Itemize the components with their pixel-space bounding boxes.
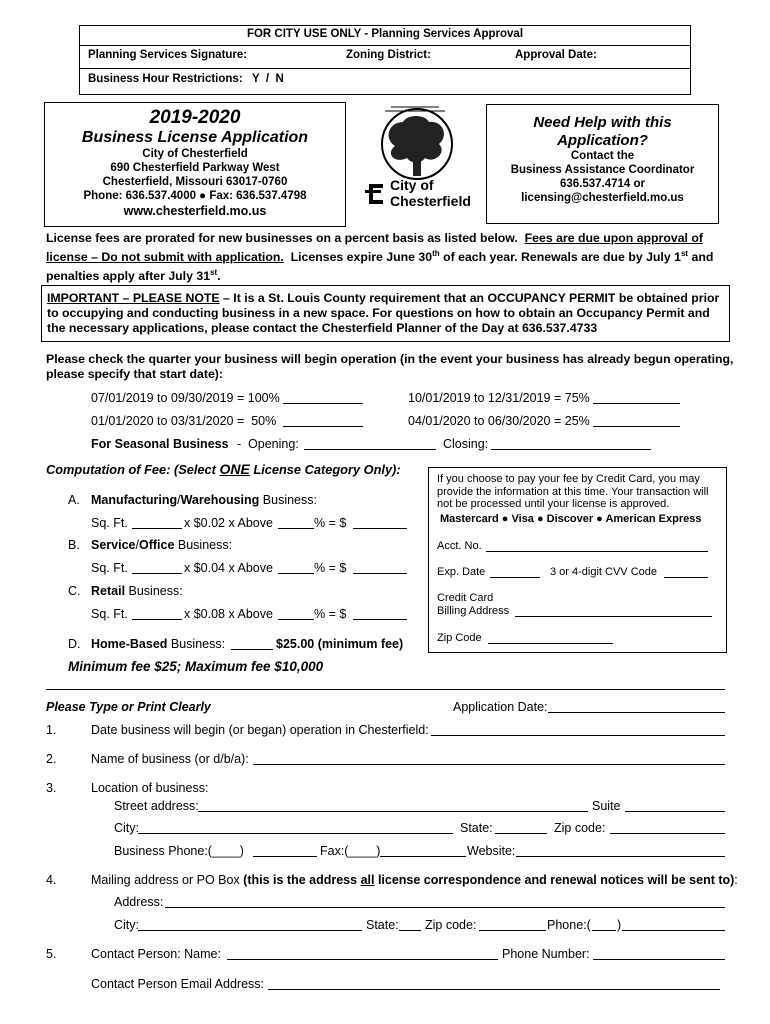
q4-label-all: all bbox=[360, 873, 375, 887]
street-label: Street address: bbox=[114, 799, 199, 813]
notice-c-sup: th bbox=[432, 249, 440, 258]
important-body: – It is a St. Louis County requirement that an OCCUPANCY PERMIT be obtained prior to occupying and conducting business in a new space. For questions on how to obtain an Occupancy Permit and the necessary applications, please contact the Chesterfield Planner of the Day at 636.537.4733 bbox=[47, 291, 720, 335]
closing-blank[interactable] bbox=[491, 449, 651, 450]
important-text bbox=[47, 291, 725, 336]
fee-b-total-blank[interactable] bbox=[353, 573, 407, 574]
quarter-intro: Please check the quarter your business will begin operation (in the event your business has already begun operating, please specify that start date): bbox=[46, 352, 734, 381]
signature-label: Planning Services Signature: bbox=[88, 49, 248, 61]
help-heading1: Need Help with this bbox=[533, 114, 672, 131]
contact-name-input[interactable] bbox=[227, 959, 498, 960]
q3-number: 3. bbox=[46, 781, 57, 795]
title-phone: Phone: 636.537.4000 ● Fax: 636.537.4798 bbox=[83, 190, 307, 202]
contact-name-label: Contact Person: Name: bbox=[91, 947, 221, 961]
business-phone-label: Business Phone:(____) bbox=[114, 844, 244, 858]
website-label: Website: bbox=[467, 844, 516, 858]
card-billing-label2: Billing Address bbox=[437, 605, 510, 617]
q2-blank[interactable] bbox=[593, 403, 680, 404]
suite-input[interactable] bbox=[625, 811, 725, 812]
city-use-divider-2 bbox=[80, 68, 690, 69]
card-exp-input[interactable] bbox=[490, 577, 540, 578]
notice-c: Licenses expire June 30 bbox=[283, 250, 433, 265]
fee-c-name: Retail bbox=[91, 584, 126, 598]
quarter-q4: 04/01/2020 to 06/30/2020 = 25% bbox=[408, 414, 590, 428]
card-billing-label1: Credit Card bbox=[437, 592, 494, 604]
fee-d-suffix: Business: bbox=[167, 637, 226, 651]
zoning-label: Zoning District: bbox=[346, 49, 431, 61]
application-date-input[interactable] bbox=[548, 712, 725, 713]
contact-email-label: Contact Person Email Address: bbox=[91, 977, 264, 991]
card-exp-label: Exp. Date bbox=[437, 566, 486, 578]
mailing-state-label: State: bbox=[366, 918, 399, 932]
fee-a-eq: % = $ bbox=[314, 516, 347, 530]
fee-a-rate: x $0.02 x Above bbox=[184, 516, 273, 530]
help-line4: licensing@chesterfield.mo.us bbox=[521, 192, 684, 204]
notice-f: . bbox=[217, 269, 221, 284]
state-input[interactable] bbox=[495, 833, 547, 834]
fee-b-sqft: Sq. Ft. bbox=[91, 561, 128, 575]
q5-number: 5. bbox=[46, 947, 57, 961]
q4-number: 4. bbox=[46, 873, 57, 887]
opening-label: - Opening: bbox=[230, 437, 299, 451]
q2-label: Name of business (or d/b/a): bbox=[91, 752, 249, 766]
card-brands: Mastercard ● Visa ● Discover ● American Express bbox=[440, 513, 702, 525]
card-cvv-input[interactable] bbox=[664, 577, 708, 578]
fee-b-name: Service bbox=[91, 538, 136, 552]
q1-label: Date business will begin (or began) operation in Chesterfield: bbox=[91, 723, 429, 737]
fax-label: Fax:(____) bbox=[320, 844, 381, 858]
title-name: Business License Application bbox=[81, 129, 309, 146]
logo-line1: City of bbox=[390, 177, 434, 193]
fee-c-rate: x $0.08 x Above bbox=[184, 607, 273, 621]
fee-a-label bbox=[91, 493, 317, 507]
mailing-city-label: City: bbox=[114, 918, 139, 932]
opening-blank[interactable] bbox=[304, 449, 436, 450]
business-phone-input[interactable] bbox=[253, 856, 317, 857]
street-input[interactable] bbox=[198, 811, 588, 812]
fee-a-sqft-blank[interactable] bbox=[132, 528, 182, 529]
fee-c-label bbox=[91, 584, 183, 598]
approval-label: Approval Date: bbox=[515, 49, 597, 61]
title-city: City of Chesterfield bbox=[142, 148, 248, 160]
q2-number: 2. bbox=[46, 752, 57, 766]
q4-label-a: Mailing address or PO Box bbox=[91, 873, 244, 887]
notice-e: and penalties apply after July 31 bbox=[46, 250, 714, 284]
mailing-address-label: Address: bbox=[114, 895, 164, 909]
notice-e-sup: st bbox=[210, 268, 218, 278]
card-zip-label: Zip Code bbox=[437, 632, 482, 644]
form-heading: Please Type or Print Clearly bbox=[46, 700, 211, 714]
notice-d-sup: st bbox=[680, 249, 689, 258]
fax-input[interactable] bbox=[380, 856, 466, 857]
quarter-q1: 07/01/2019 to 09/30/2019 = 100% bbox=[91, 391, 280, 405]
fee-b-rate: x $0.04 x Above bbox=[184, 561, 273, 575]
zip-label: Zip code: bbox=[554, 821, 606, 835]
fee-c-eq: % = $ bbox=[314, 607, 347, 621]
important-label: IMPORTANT – PLEASE NOTE bbox=[47, 291, 220, 305]
help-heading2: Application? bbox=[557, 132, 648, 149]
q1-number: 1. bbox=[46, 723, 57, 737]
application-date-label: Application Date: bbox=[453, 700, 548, 714]
fee-heading bbox=[46, 461, 401, 477]
q3-blank[interactable] bbox=[283, 426, 363, 427]
contact-email-input[interactable] bbox=[268, 989, 720, 990]
q4-label-c: license correspondence and renewal notices will be sent to) bbox=[374, 873, 735, 887]
title-address1: 690 Chesterfield Parkway West bbox=[110, 162, 280, 174]
mailing-zip-label: Zip code: bbox=[425, 918, 477, 932]
closing-label: Closing: bbox=[443, 437, 489, 451]
title-web: www.chesterfield.mo.us bbox=[123, 204, 267, 218]
fee-a-name2: Warehousing bbox=[180, 493, 260, 507]
fee-d-blank[interactable] bbox=[231, 649, 273, 650]
q1-blank[interactable] bbox=[283, 403, 363, 404]
hours-label: Business Hour Restrictions: Y / N bbox=[88, 73, 284, 85]
mailing-phone-close: ) bbox=[617, 918, 622, 932]
help-line2: Business Assistance Coordinator bbox=[510, 164, 695, 176]
mailing-city-input[interactable] bbox=[138, 930, 362, 931]
fee-d-letter: D. bbox=[68, 637, 81, 651]
notice-a: License fees are prorated for new businesses on a percent basis as listed below. bbox=[46, 231, 525, 245]
q4-label bbox=[91, 873, 738, 887]
fee-a-slash: / bbox=[177, 493, 181, 507]
fee-b-eq: % = $ bbox=[314, 561, 347, 575]
fee-heading-a: Computation of Fee: (Select bbox=[46, 462, 220, 477]
logo-line2: Chesterfield bbox=[390, 193, 471, 209]
mailing-phone-area[interactable] bbox=[592, 930, 616, 931]
notice-b: Fees are due upon approval of license – Do not submit with application. bbox=[46, 231, 703, 265]
fee-b-sqft-blank[interactable] bbox=[132, 573, 182, 574]
mailing-phone-label: Phone:( bbox=[547, 918, 591, 932]
city-use-divider bbox=[80, 45, 690, 46]
state-label: State: bbox=[460, 821, 493, 835]
fee-heading-one: ONE bbox=[219, 461, 250, 477]
contact-phone-input[interactable] bbox=[593, 959, 725, 960]
fee-minmax: Minimum fee $25; Maximum fee $10,000 bbox=[68, 659, 324, 674]
city-use-header: FOR CITY USE ONLY - Planning Services Approval bbox=[246, 28, 524, 40]
q3-label: Location of business: bbox=[91, 781, 209, 795]
quarter-q3: 01/01/2020 to 03/31/2020 = 50% bbox=[91, 414, 277, 428]
fee-c-sqft-blank[interactable] bbox=[132, 619, 182, 620]
help-line3: 636.537.4714 or bbox=[559, 178, 646, 190]
card-zip-input[interactable] bbox=[488, 643, 613, 644]
fee-d-label bbox=[91, 637, 225, 651]
mailing-state-input[interactable] bbox=[399, 930, 421, 931]
fee-d-amount: $25.00 (minimum fee) bbox=[276, 637, 404, 651]
title-address2: Chesterfield, Missouri 63017-0760 bbox=[102, 176, 288, 188]
start-date-input[interactable] bbox=[431, 735, 725, 736]
fee-c-total-blank[interactable] bbox=[353, 619, 407, 620]
q4-label-b: (this is the address bbox=[243, 873, 361, 887]
help-line1: Contact the bbox=[570, 150, 635, 162]
q4-label-d: : bbox=[734, 873, 738, 887]
fee-a-pct-blank[interactable] bbox=[278, 528, 314, 529]
fee-a-name: Manufacturing bbox=[91, 493, 178, 507]
card-acct-label: Acct. No. bbox=[437, 540, 482, 552]
mailing-phone-input[interactable] bbox=[622, 930, 725, 931]
zip-input[interactable] bbox=[610, 833, 725, 834]
notice-d: of each year. Renewals are due by July 1 bbox=[439, 250, 681, 265]
fee-c-suffix: Business: bbox=[125, 584, 183, 598]
fee-c-sqft: Sq. Ft. bbox=[91, 607, 128, 621]
fee-c-letter: C. bbox=[68, 584, 81, 598]
fee-a-sqft: Sq. Ft. bbox=[91, 516, 128, 530]
card-billing-input[interactable] bbox=[515, 616, 712, 617]
fee-b-label bbox=[91, 538, 232, 552]
fee-b-suffix: Business: bbox=[174, 538, 233, 552]
fee-c-pct-blank[interactable] bbox=[278, 619, 314, 620]
city-label: City: bbox=[114, 821, 139, 835]
city-input[interactable] bbox=[138, 833, 453, 834]
fee-notice bbox=[46, 231, 730, 284]
website-input[interactable] bbox=[516, 856, 725, 857]
mailing-zip-input[interactable] bbox=[479, 930, 546, 931]
fee-b-slash: / bbox=[135, 538, 139, 552]
card-intro: If you choose to pay your fee by Credit Card, you may provide the information at this time. Your transaction will not be processed until your license is approved. bbox=[437, 473, 709, 510]
fee-d-name: Home-Based bbox=[91, 637, 168, 651]
quarter-q2: 10/01/2019 to 12/31/2019 = 75% bbox=[408, 391, 590, 405]
fee-b-name2: Office bbox=[138, 538, 175, 552]
fee-b-pct-blank[interactable] bbox=[278, 573, 314, 574]
fee-a-total-blank[interactable] bbox=[353, 528, 407, 529]
fee-a-letter: A. bbox=[68, 493, 80, 507]
suite-label: Suite bbox=[592, 799, 621, 813]
fee-a-suffix: Business: bbox=[259, 493, 317, 507]
contact-phone-label: Phone Number: bbox=[502, 947, 590, 961]
q4-blank[interactable] bbox=[593, 426, 680, 427]
card-cvv-label: 3 or 4-digit CVV Code bbox=[550, 566, 657, 578]
mailing-address-input[interactable] bbox=[165, 907, 725, 908]
card-acct-input[interactable] bbox=[486, 551, 708, 552]
seasonal-label: For Seasonal Business bbox=[91, 437, 229, 451]
section-divider bbox=[46, 689, 725, 690]
title-years: 2019-2020 bbox=[149, 107, 241, 128]
fee-heading-b: License Category Only): bbox=[249, 462, 401, 477]
business-name-input[interactable] bbox=[253, 764, 725, 765]
fee-b-letter: B. bbox=[68, 538, 80, 552]
